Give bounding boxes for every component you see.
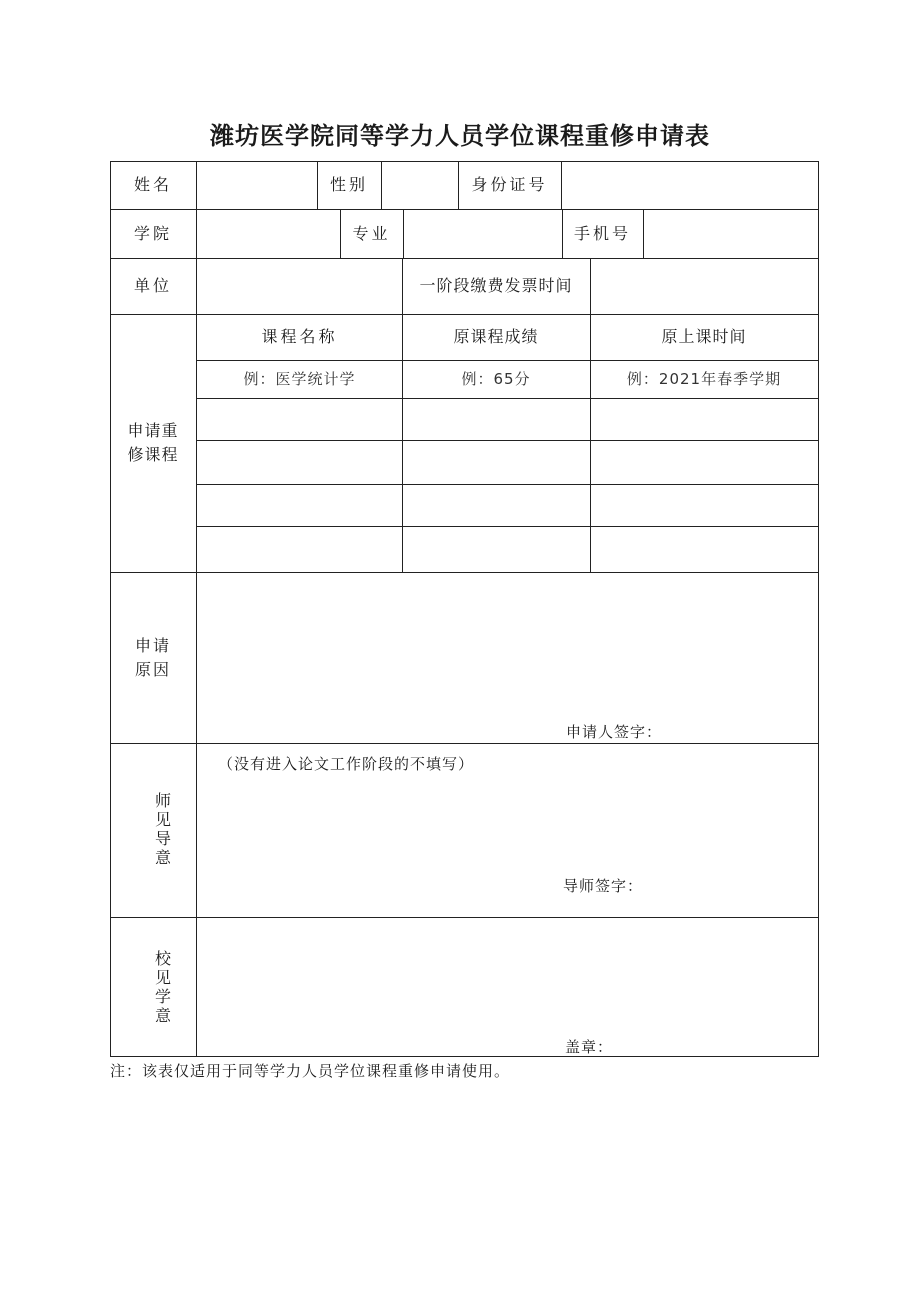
invoice-time-input-cell[interactable] [591,258,818,314]
score-input-4[interactable] [403,527,590,572]
school-opinion-label: 校见学意 [154,949,171,1025]
unit-label: 单位 [133,276,172,295]
application-form-table [110,161,819,1057]
score-input-1[interactable] [403,399,590,440]
reason-label: 申请原因 [134,635,171,679]
major-label: 专业 [352,223,391,243]
advisor-hint: （没有进入论文工作阶段的不填写） [218,755,475,773]
course-name-input-1[interactable] [197,399,402,440]
advisor-opinion-input-area[interactable] [197,776,818,876]
reason-input-area[interactable] [197,573,818,743]
advisor-opinion-label: 师见导意 [154,791,171,867]
college-input-cell[interactable] [197,209,340,258]
applicant-signature-label: 申请人签字： [566,723,663,741]
school-opinion-input-area[interactable] [197,918,818,1033]
footnote: 注：该表仅适用于同等学力人员学位课程重修申请使用。 [110,1062,511,1080]
major-input-cell[interactable] [404,209,562,258]
term-input-2[interactable] [591,441,818,484]
term-input-4[interactable] [591,527,818,572]
name-input-cell[interactable] [197,161,317,209]
phone-input-cell[interactable] [644,209,818,258]
course-name-header: 课程名称 [261,327,338,346]
score-input-3[interactable] [403,485,590,526]
gender-label: 性别 [329,175,368,194]
id-number-label: 身份证号 [471,175,548,194]
seal-label: 盖章： [565,1038,614,1056]
retake-courses-label: 申请重修课程 [127,421,179,464]
example-term: 例：2021年春季学期 [626,370,782,388]
score-input-2[interactable] [403,441,590,484]
college-label: 学院 [133,223,172,243]
id-number-input-cell[interactable] [562,161,818,209]
gender-input-cell[interactable] [382,161,458,209]
original-score-header: 原课程成绩 [453,327,539,346]
original-term-header: 原上课时间 [661,327,747,346]
course-name-input-2[interactable] [197,441,402,484]
example-score: 例：65分 [461,370,531,388]
advisor-signature-label: 导师签字： [563,877,644,895]
invoice-time-label: 一阶段缴费发票时间 [419,276,573,295]
example-course-name: 例：医学统计学 [243,370,356,388]
course-name-input-3[interactable] [197,485,402,526]
course-name-input-4[interactable] [197,527,402,572]
unit-input-cell[interactable] [197,258,402,314]
term-input-3[interactable] [591,485,818,526]
phone-label: 手机号 [573,223,631,243]
page-title: 潍坊医学院同等学力人员学位课程重修申请表 [210,122,710,150]
name-label: 姓名 [133,175,172,194]
term-input-1[interactable] [591,399,818,440]
